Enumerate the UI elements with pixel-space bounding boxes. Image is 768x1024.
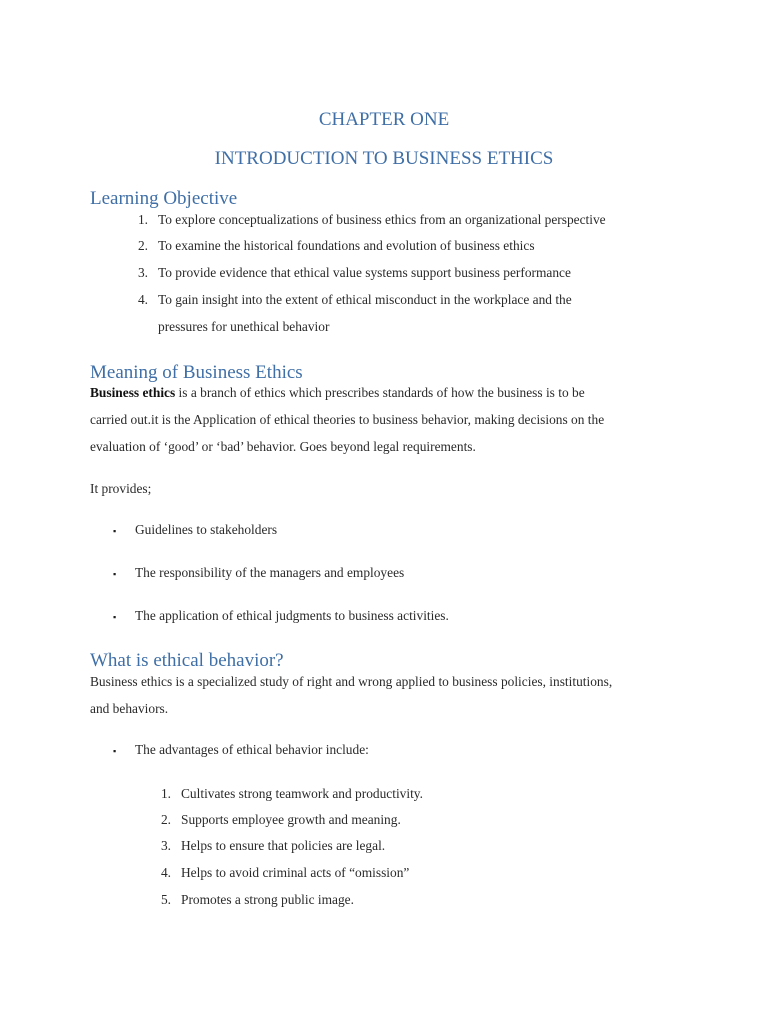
list-number: 3.	[160, 838, 171, 853]
list-number: 3.	[137, 265, 148, 280]
bullet-item: The responsibility of the managers and employees	[135, 565, 405, 580]
list-item: Cultivates strong teamwork and productivity.	[181, 786, 423, 801]
bullet-item: The application of ethical judgments to business activities.	[135, 608, 449, 623]
definition-paragraph-line	[90, 385, 585, 401]
learning-objective-heading: Learning Objective	[90, 188, 238, 209]
list-number: 4.	[160, 865, 171, 880]
list-item: Supports employee growth and meaning.	[181, 812, 401, 827]
list-number: 2.	[137, 238, 148, 253]
chapter-title: INTRODUCTION TO BUSINESS ETHICS	[214, 148, 554, 169]
bullet-marker: ▪	[113, 569, 117, 579]
list-item: To explore conceptualizations of business ethics from an organizational perspective	[158, 212, 606, 227]
list-item: Promotes a strong public image.	[181, 892, 354, 907]
definition-paragraph-line: carried out.it is the Application of ethical theories to business behavior, making decisions on the	[90, 412, 605, 427]
list-number: 1.	[137, 212, 148, 227]
list-item: Helps to ensure that policies are legal.	[181, 838, 386, 853]
list-item: To examine the historical foundations and evolution of business ethics	[158, 238, 535, 253]
bullet-marker: ▪	[113, 526, 117, 536]
list-number: 2.	[160, 812, 171, 827]
list-number: 1.	[160, 786, 171, 801]
bullet-marker: ▪	[113, 612, 117, 622]
list-number: 4.	[137, 292, 148, 307]
list-item: Helps to avoid criminal acts of “omission”	[181, 865, 410, 880]
behavior-paragraph-line: and behaviors.	[90, 701, 169, 716]
behavior-paragraph-line: Business ethics is a specialized study of right and wrong applied to business policies, institutions,	[90, 674, 613, 689]
bullet-item: The advantages of ethical behavior include:	[135, 742, 369, 757]
defined-term: Business ethics	[90, 385, 176, 400]
list-number: 5.	[160, 892, 171, 907]
meaning-heading: Meaning of Business Ethics	[90, 362, 303, 383]
provides-intro: It provides;	[90, 481, 152, 496]
bullet-item: Guidelines to stakeholders	[135, 522, 278, 537]
bullet-marker: ▪	[113, 746, 117, 756]
definition-paragraph-line: evaluation of ‘good’ or ‘bad’ behavior. Goes beyond legal requirements.	[90, 439, 476, 454]
chapter-label: CHAPTER ONE	[318, 109, 450, 130]
list-item: To provide evidence that ethical value systems support business performance	[158, 265, 571, 280]
definition-text: is a branch of ethics which prescribes standards of how the business is to be	[175, 385, 585, 400]
list-item: To gain insight into the extent of ethical misconduct in the workplace and the	[158, 292, 572, 307]
ethical-behavior-heading: What is ethical behavior?	[90, 650, 284, 671]
list-item-continuation: pressures for unethical behavior	[158, 319, 330, 334]
